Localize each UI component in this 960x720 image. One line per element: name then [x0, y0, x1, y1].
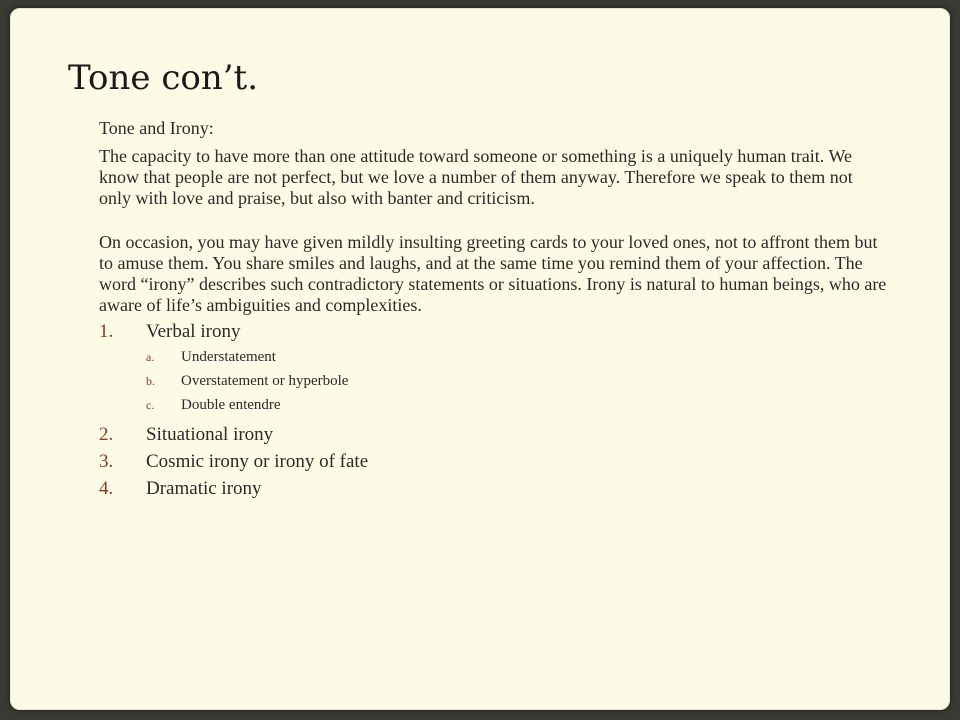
list-item-dramatic-irony — [99, 475, 889, 502]
list-number: 1. — [99, 321, 114, 342]
list-item-label: Dramatic irony — [146, 478, 262, 499]
list-number: 4. — [99, 478, 114, 499]
slide-body — [99, 118, 889, 502]
sublist-letter: b. — [146, 374, 155, 388]
sublist-item-label: Double entendre — [181, 397, 281, 413]
list-number: 3. — [99, 451, 114, 472]
sublist-item-label: Overstatement or hyperbole — [181, 373, 349, 389]
list-number: 2. — [99, 424, 114, 445]
list-item-label: Situational irony — [146, 424, 274, 445]
sublist-item-overstatement — [146, 369, 889, 393]
sublist-letter: c. — [146, 398, 155, 412]
verbal-irony-sublist — [146, 345, 889, 417]
paragraph-occasion: On occasion, you may have given mildly insulting greeting cards to your loved ones, not to affront them but to amuse them. You share smiles and laughs, and at the same time you remind them of your affection. The word “irony” describes such contradictory statements or situations. Irony is natural to human beings, who are aware of life’s ambiguities and complexities. — [99, 232, 887, 315]
sublist-letter: a. — [146, 350, 155, 364]
sub-heading: Tone and Irony: — [99, 118, 214, 138]
list-item-label: Cosmic irony or irony of fate — [146, 451, 369, 472]
list-item-label: Verbal irony — [146, 321, 241, 342]
sublist-item-understatement — [146, 345, 889, 369]
sublist-item-label: Understatement — [181, 349, 276, 365]
slide-title: Tone con’t. — [68, 58, 259, 98]
irony-types-list — [99, 318, 889, 502]
list-item-cosmic-irony — [99, 448, 889, 475]
sublist-item-double-entendre — [146, 393, 889, 417]
paragraph-capacity: The capacity to have more than one attitude toward someone or something is a uniquely human trait. We know that people are not perfect, but we love a number of them anyway. Therefore we speak to them not only with love and praise, but also with banter and criticism. — [99, 146, 853, 208]
list-item-situational-irony — [99, 421, 889, 448]
list-item-verbal-irony — [99, 318, 889, 417]
